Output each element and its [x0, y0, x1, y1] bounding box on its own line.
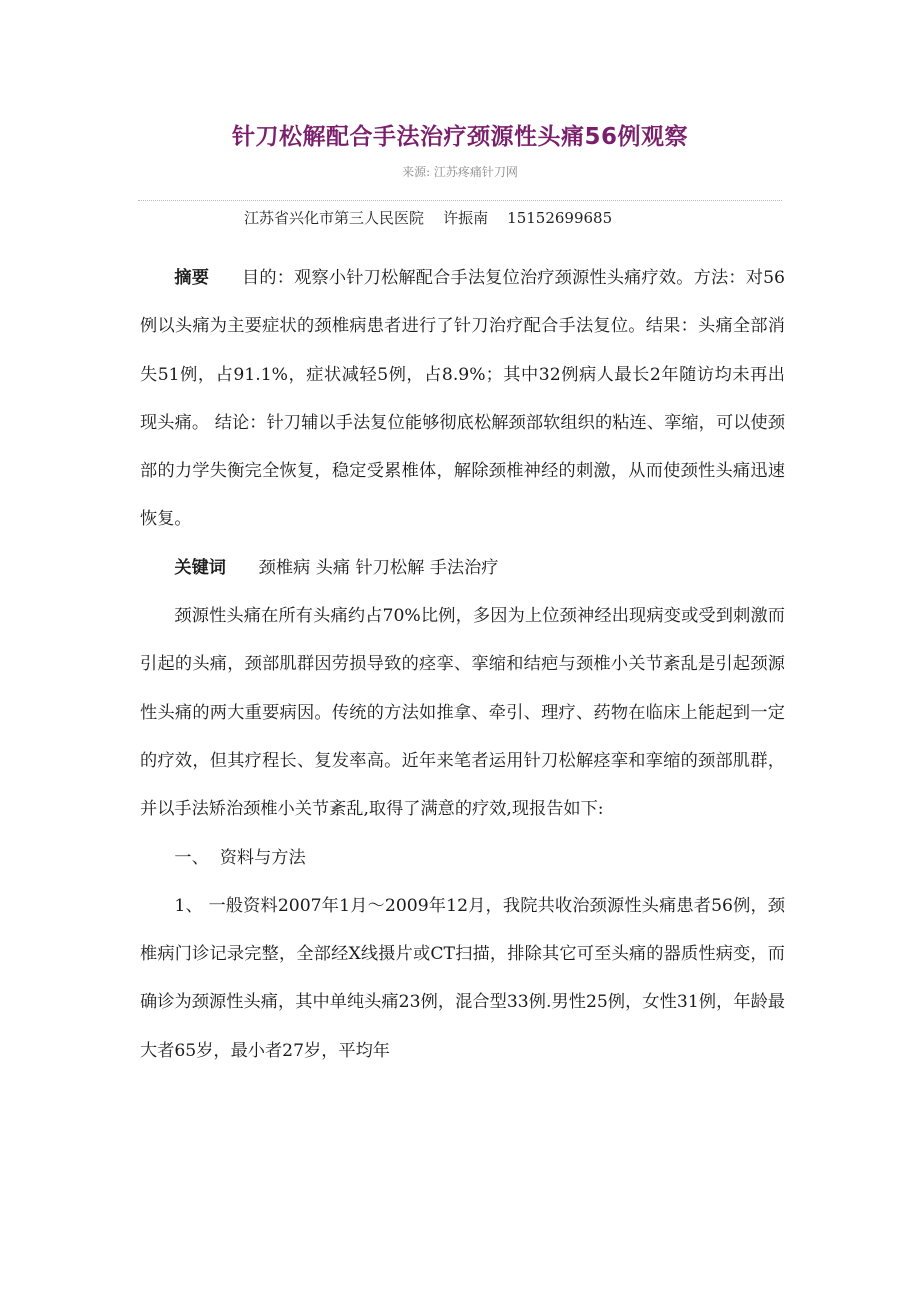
abstract-label: 摘要	[174, 268, 210, 288]
keywords-label: 关键词	[174, 557, 226, 578]
intro-paragraph: 颈源性头痛在所有头痛约占70%比例，多因为上位颈神经出现病变或受到刺激而引起的头痛，颈部肌群因劳损导致的痉挛、挛缩和结疤与颈椎小关节紊乱是引起颈源性头痛的两大重要病因。传统的方法如推拿、牵引、理疗、药物在临床上能起到一定的疗效，但其疗程长、复发率高。近年来笔者运用针刀松解痉挛和挛缩的颈部肌群，并以手法矫治颈椎小关节紊乱,取得了满意的疗效,现报告如下:	[140, 606, 785, 820]
keywords-text: 颈椎病 头痛 针刀松解 手法治疗	[258, 557, 499, 578]
keywords-paragraph	[140, 544, 785, 592]
general-data-paragraph: 1、 一般资料2007年1月～2009年12月，我院共收治颈源性头痛患者56例，颈椎病门诊记录完整，全部经X线摄片或CT扫描，排除其它可至头痛的器质性病变，而确诊为颈源性头痛，其中单纯头痛23例，混合型33例.男性25例，女性31例，年龄最大者65岁，最小者27岁，平均年	[140, 895, 785, 1061]
abstract-paragraph	[140, 254, 785, 544]
title-divider	[138, 200, 782, 201]
article-body	[140, 254, 785, 1075]
article-title: 针刀松解配合手法治疗颈源性头痛56例观察	[231, 124, 688, 150]
abstract-text: 目的：观察小针刀松解配合手法复位治疗颈源性头痛疗效。方法：对56例以头痛为主要症状的颈椎病患者进行了针刀治疗配合手法复位。结果：头痛全部消失51例，占91.1%，症状减轻5例，占8.9%；其中32例病人最长2年随访均未再出现头痛。 结论：针刀辅以手法复位能够彻底松解颈部软组织的粘连、挛缩，可以使颈部的力学失衡完全恢复，稳定受累椎体，解除颈椎神经的刺激，从而使颈性头痛迅速恢复。	[140, 268, 785, 530]
author-affiliation: 江苏省兴化市第三人民医院 许振南 15152699685	[244, 209, 613, 227]
section-heading-1: 一、 资料与方法	[174, 847, 306, 868]
article-source: 来源: 江苏疼痛针刀网	[402, 165, 518, 179]
